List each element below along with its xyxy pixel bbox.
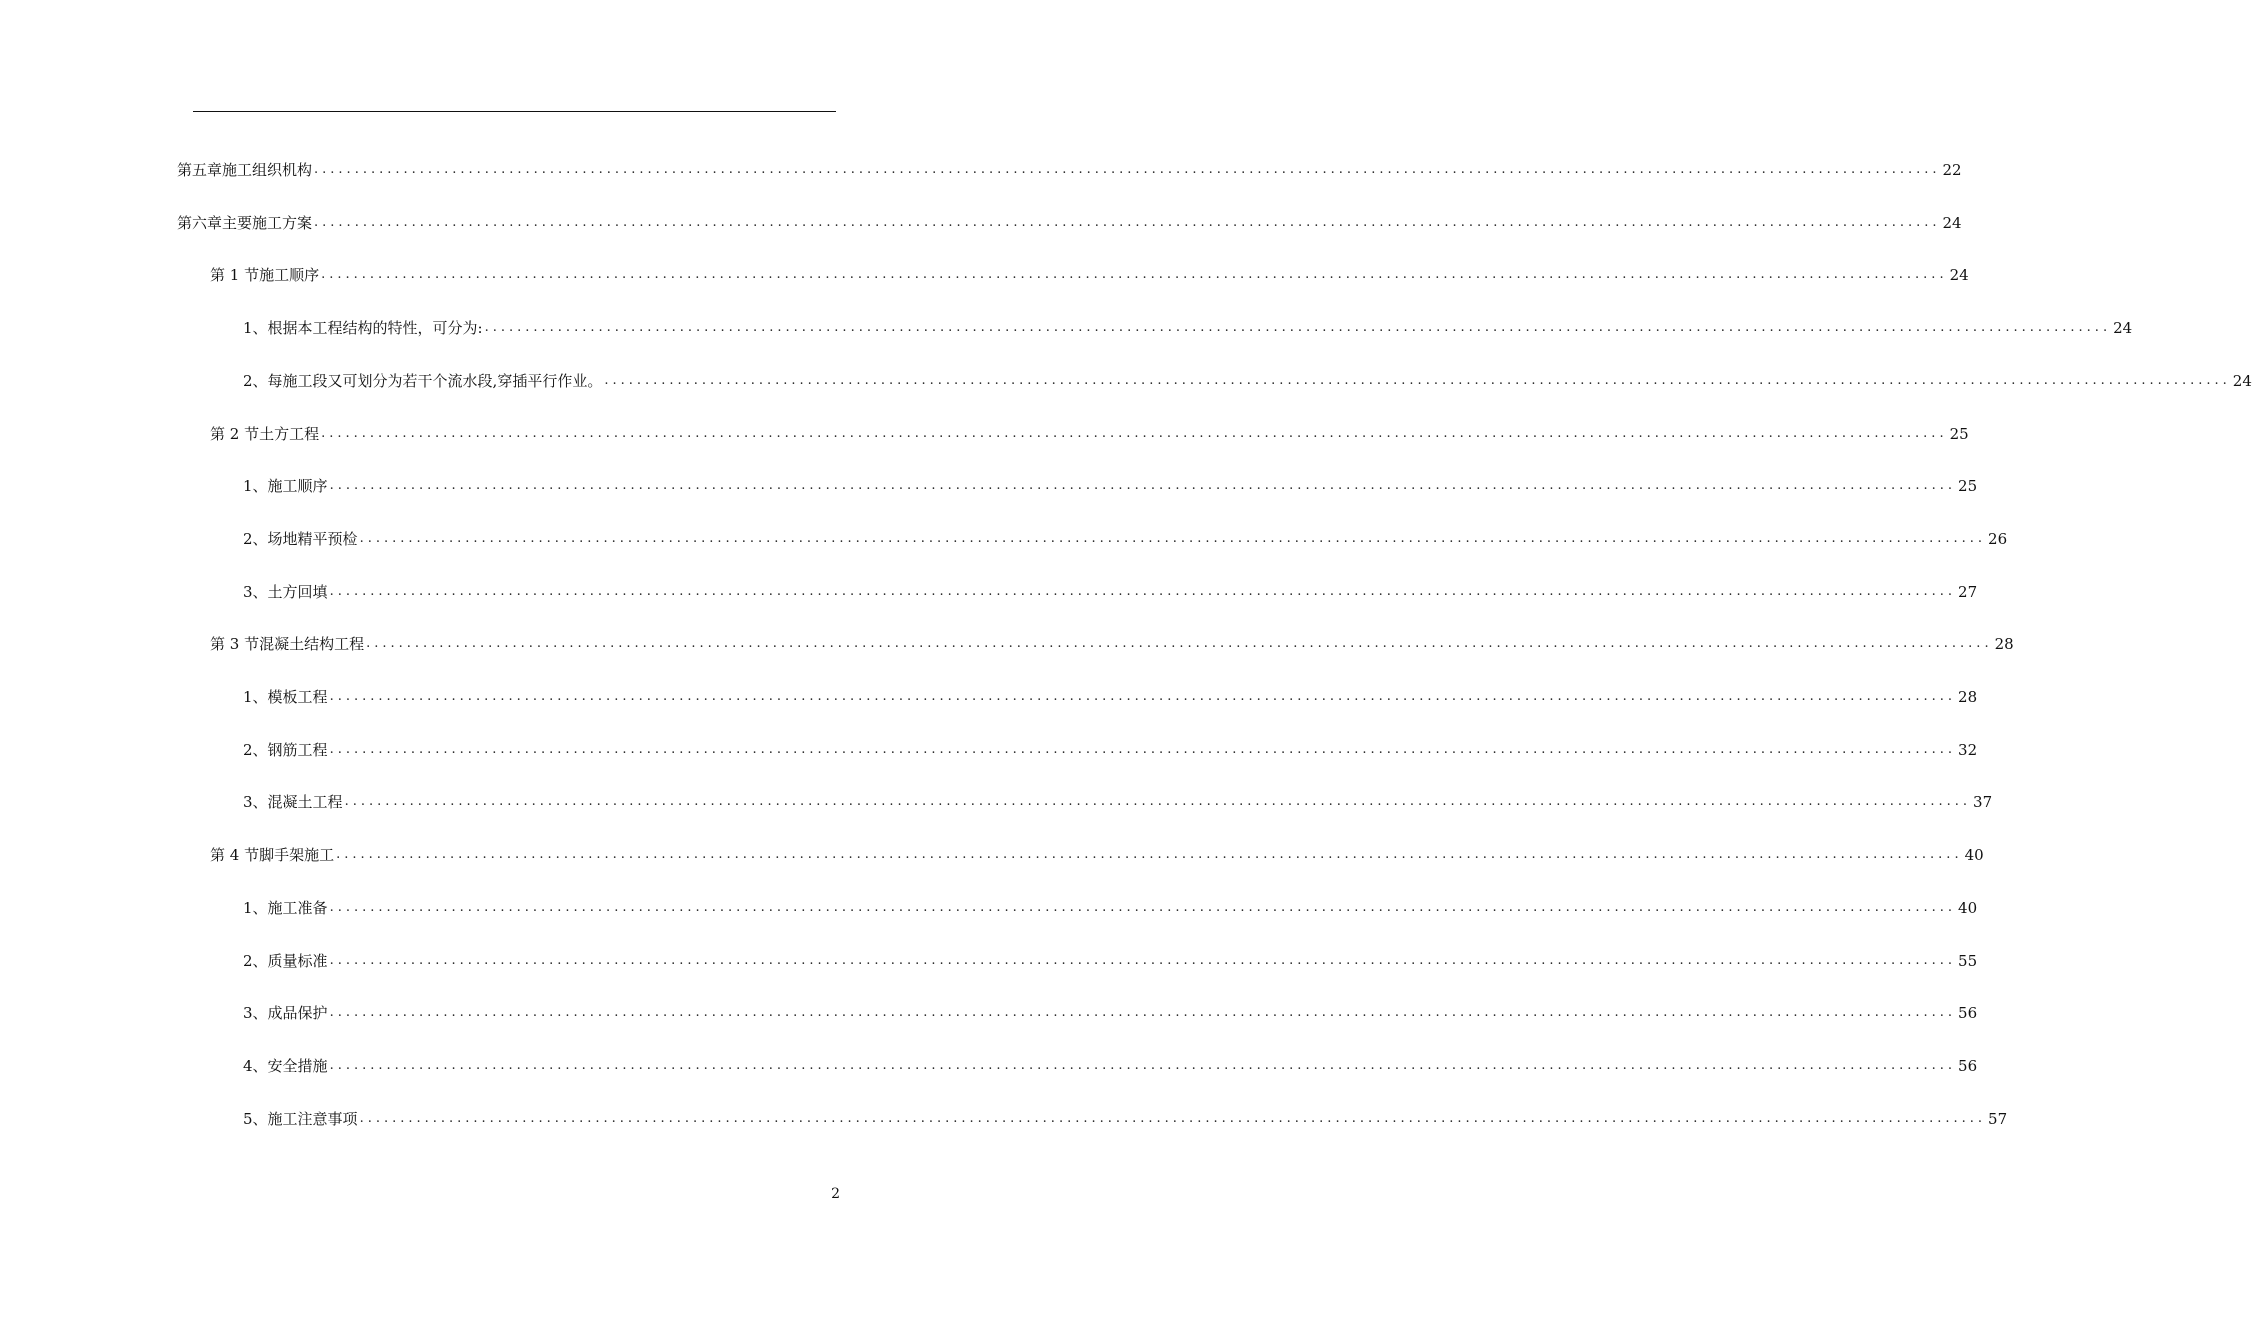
toc-entry-title: 场地精平预检	[267, 529, 358, 548]
toc-entry[interactable]	[243, 355, 2252, 407]
toc-entry-page: 24	[2113, 319, 2133, 338]
toc-entry-number: 第五章	[177, 161, 223, 179]
toc-entry-number: 1、	[243, 477, 268, 496]
toc-dot-leader: ........................................................................................................................................................................................................	[329, 478, 1957, 494]
toc-entry-title: 安全措施	[267, 1056, 328, 1075]
toc-entry-title: 土方工程	[259, 424, 320, 443]
toc-entry-title: 质量标准	[267, 951, 328, 970]
toc-entry-number: 第 2 节	[210, 424, 260, 443]
toc-dot-leader: ........................................................................................................................................................................................................	[359, 530, 1987, 546]
toc-entry-title: 混凝土结构工程	[259, 635, 365, 654]
toc-dot-leader: ........................................................................................................................................................................................................	[329, 1057, 1957, 1073]
toc-dot-leader: ........................................................................................................................................................................................................	[359, 1110, 1987, 1126]
toc-entry[interactable]	[210, 829, 1984, 881]
toc-entry-title: 混凝土工程	[267, 793, 343, 812]
page-number: 2	[831, 1186, 840, 1202]
toc-entry-title: 成品保护	[267, 1004, 328, 1023]
toc-entry-title: 施工组织机构	[222, 161, 313, 179]
toc-entry-number: 3、	[243, 1004, 268, 1023]
toc-entry-number: 1、	[243, 898, 268, 917]
toc-entry-page: 24	[1949, 266, 1969, 285]
toc-entry-number: 第六章	[177, 213, 223, 232]
toc-entry[interactable]	[243, 513, 2008, 565]
toc-entry[interactable]	[243, 882, 1978, 934]
toc-dot-leader: ........................................................................................................................................................................................................	[321, 267, 1948, 283]
toc-entry-page: 37	[1973, 793, 1993, 812]
toc-dot-leader: ........................................................................................................................................................................................................	[344, 794, 1972, 810]
toc-entry-number: 1、	[243, 688, 268, 706]
toc-entry[interactable]	[210, 408, 1969, 460]
toc-entry-page: 40	[1964, 846, 1984, 865]
toc-entry-page: 57	[1988, 1109, 2008, 1128]
toc-entry-page: 32	[1958, 740, 1978, 759]
toc-entry-page: 25	[1949, 424, 1969, 443]
toc-dot-leader: ........................................................................................................................................................................................................	[336, 847, 1963, 863]
toc-dot-leader: ........................................................................................................................................................................................................	[314, 162, 1941, 177]
toc-entry-number: 3、	[243, 582, 268, 601]
toc-entry[interactable]	[243, 460, 1978, 512]
toc-entry-title: 每施工段又可划分为若干个流水段,穿插平行作业。	[267, 371, 603, 390]
toc-dot-leader: ........................................................................................................................................................................................................	[329, 689, 1957, 704]
toc-entry[interactable]	[243, 566, 1978, 618]
toc-entry[interactable]	[243, 671, 1978, 723]
toc-dot-leader: ........................................................................................................................................................................................................	[329, 952, 1957, 968]
toc-dot-leader: ........................................................................................................................................................................................................	[329, 1005, 1957, 1021]
toc-entry[interactable]	[243, 1093, 2008, 1145]
toc-dot-leader: ........................................................................................................................................................................................................	[604, 372, 2231, 388]
toc-entry[interactable]	[210, 249, 1969, 301]
toc-entry-number: 第 4 节	[210, 846, 260, 865]
toc-entry-number: 2、	[243, 371, 268, 390]
toc-entry-page: 25	[1958, 477, 1978, 496]
toc-entry-page: 22	[1942, 161, 1962, 179]
toc-entry-number: 2、	[243, 740, 268, 759]
toc-entry-title: 施工顺序	[259, 266, 320, 285]
toc-entry-page: 26	[1988, 529, 2008, 548]
toc-entry[interactable]	[243, 302, 2133, 354]
toc-dot-leader: ........................................................................................................................................................................................................	[329, 741, 1957, 757]
toc-entry[interactable]	[210, 618, 2014, 670]
toc-entry[interactable]	[243, 776, 1993, 828]
toc-entry[interactable]	[177, 197, 1962, 249]
toc-entry-number: 2、	[243, 529, 268, 548]
toc-entry-title: 主要施工方案	[222, 213, 313, 232]
toc-entry-title: 模板工程	[267, 688, 328, 706]
toc-entry-page: 28	[1994, 635, 2014, 654]
toc-entry-title: 土方回填	[267, 582, 328, 601]
toc-entry-page: 28	[1958, 688, 1978, 706]
toc-entry[interactable]	[177, 144, 1962, 196]
toc-entry-number: 第 1 节	[210, 266, 260, 285]
toc-entry-number: 1、	[243, 319, 268, 338]
toc-entry-number: 第 3 节	[210, 635, 260, 654]
toc-dot-leader: ........................................................................................................................................................................................................	[314, 214, 1941, 230]
header-rule	[193, 111, 836, 112]
toc-entry[interactable]	[243, 1040, 1978, 1092]
toc-entry-page: 24	[1942, 213, 1962, 232]
toc-dot-leader: ........................................................................................................................................................................................................	[484, 320, 2112, 336]
toc-entry-number: 5、	[243, 1109, 268, 1128]
toc-dot-leader: ........................................................................................................................................................................................................	[329, 899, 1957, 915]
toc-entry-page: 56	[1958, 1056, 1978, 1075]
toc-entry-title: 施工准备	[267, 898, 328, 917]
toc-entry[interactable]	[243, 935, 1978, 987]
toc-entry[interactable]	[243, 724, 1978, 776]
toc-entry-number: 2、	[243, 951, 268, 970]
toc-entry-title: 钢筋工程	[267, 740, 328, 759]
toc-entry-page: 27	[1958, 582, 1978, 601]
toc-entry[interactable]	[243, 987, 1978, 1039]
toc-entry-page: 24	[2232, 371, 2252, 390]
toc-entry-title: 施工顺序	[267, 477, 328, 496]
toc-entry-title: 脚手架施工	[259, 846, 335, 865]
toc-entry-page: 56	[1958, 1004, 1978, 1023]
toc-entry-number: 4、	[243, 1056, 268, 1075]
toc-dot-leader: ........................................................................................................................................................................................................	[366, 636, 1993, 652]
toc-entry-number: 3、	[243, 793, 268, 812]
toc-entry-page: 55	[1958, 951, 1978, 970]
toc-dot-leader: ........................................................................................................................................................................................................	[321, 425, 1948, 441]
toc-entry-title: 根据本工程结构的特性，可分为:	[267, 319, 483, 338]
toc-entry-page: 40	[1958, 898, 1978, 917]
toc-dot-leader: ........................................................................................................................................................................................................	[329, 583, 1957, 599]
toc-entry-title: 施工注意事项	[267, 1109, 358, 1128]
